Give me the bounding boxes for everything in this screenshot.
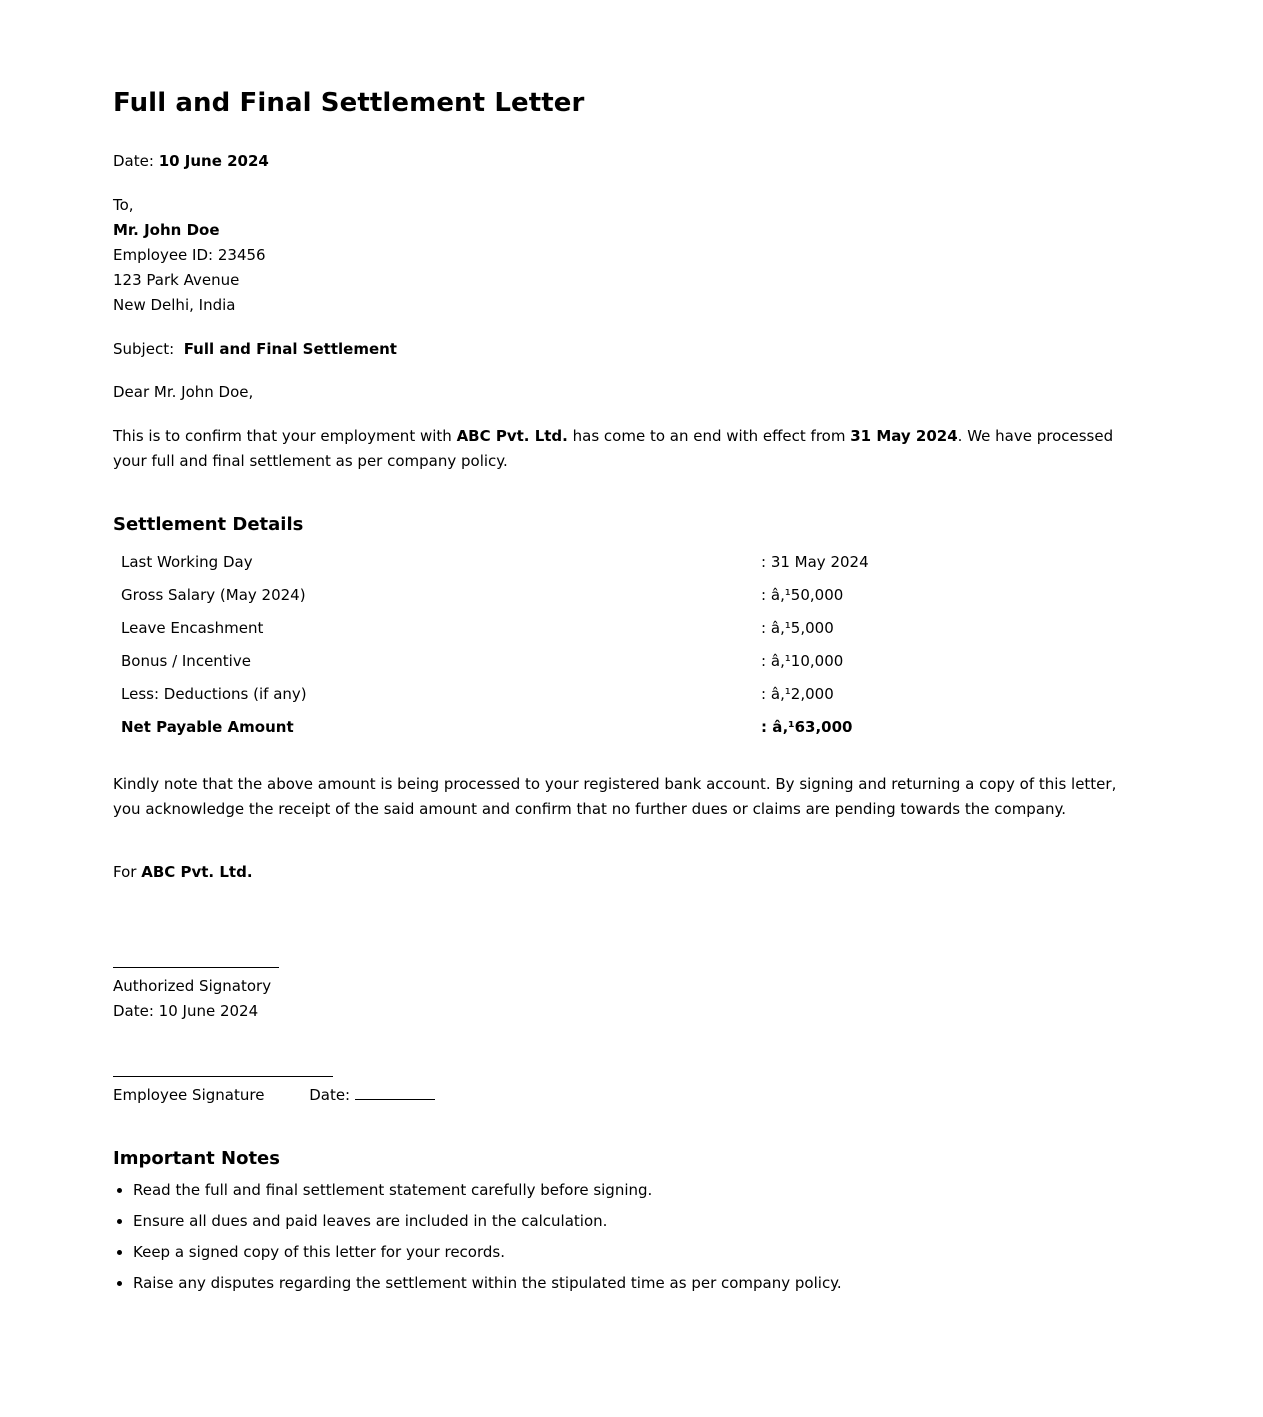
list-item: • Raise any disputes regarding the settlement within the stipulated time as per company policy. [133,1271,1143,1296]
signatory-date: Date: 10 June 2024 [113,1002,259,1020]
row-value: : â‚¹5,000 [761,619,834,637]
employee-id: Employee ID: 23456 [113,246,266,264]
intro-paragraph [113,424,1143,474]
table-row [113,612,1143,645]
employee-signature-line [113,1076,333,1077]
employee-date-blank [355,1083,435,1100]
row-value: : â‚¹2,000 [761,685,834,703]
address-line-2: New Delhi, India [113,296,236,314]
address-to: To, [113,196,134,214]
row-value: : â‚¹10,000 [761,652,844,670]
row-label: Last Working Day [121,553,253,571]
intro-text-3: . We have processed your full and final settlement as per company policy. [113,427,1114,470]
notes-heading: Important Notes [113,1148,280,1169]
signatory-title: Authorized Signatory [113,977,272,995]
row-value: : â‚¹50,000 [761,586,844,604]
signatory-signature-line [113,967,279,968]
list-item: • Keep a signed copy of this letter for your records. [133,1240,1143,1265]
intro-text-2: has come to an end with effect from [567,427,851,445]
recipient-name: Mr. John Doe [113,221,220,239]
date-value: 10 June 2024 [158,152,269,170]
settlement-heading: Settlement Details [113,514,304,535]
intro-text-1: This is to confirm that your employment with [113,427,457,445]
address-line-1: 123 Park Avenue [113,271,240,289]
total-row [113,711,1143,744]
recipient-address [113,193,1143,318]
subject-line [113,337,1143,362]
date-label: Date: [113,152,154,170]
row-value: : 31 May 2024 [761,553,869,571]
employee-date-label: Date: [309,1086,351,1104]
table-row [113,579,1143,612]
row-label: Less: Deductions (if any) [121,685,307,703]
closing-line [113,860,1143,885]
table-row [113,678,1143,711]
total-label: Net Payable Amount [121,718,294,736]
list-item: • Read the full and final settlement statement carefully before signing. [133,1178,1143,1203]
subject-value: Full and Final Settlement [183,340,397,358]
employee-signature-label: Employee Signature [113,1086,265,1104]
letter-date [113,149,1143,174]
intro-company: ABC Pvt. Ltd. [456,427,568,445]
employee-signature-row [113,1083,1143,1108]
list-item: • Ensure all dues and paid leaves are included in the calculation. [133,1209,1143,1234]
acknowledgement-paragraph: Kindly note that the above amount is being processed to your registered bank account. By signing and returning a copy of this letter, you acknowledge the receipt of the said amount and confirm that no further dues or claims are pending towards the company. [113,775,1117,818]
total-value: : â‚¹63,000 [761,718,853,736]
row-label: Gross Salary (May 2024) [121,586,306,604]
signatory-block [113,974,1143,1024]
table-row [113,546,1143,579]
notes-list [113,1178,1143,1296]
settlement-table [113,546,1143,744]
row-label: Leave Encashment [121,619,264,637]
closing-for: For [113,863,142,881]
closing-company: ABC Pvt. Ltd. [141,863,253,881]
page-title: Full and Final Settlement Letter [113,88,585,118]
subject-label: Subject: [113,340,175,358]
salutation: Dear Mr. John Doe, [113,383,254,401]
row-label: Bonus / Incentive [121,652,251,670]
table-row [113,645,1143,678]
intro-end-date: 31 May 2024 [850,427,958,445]
